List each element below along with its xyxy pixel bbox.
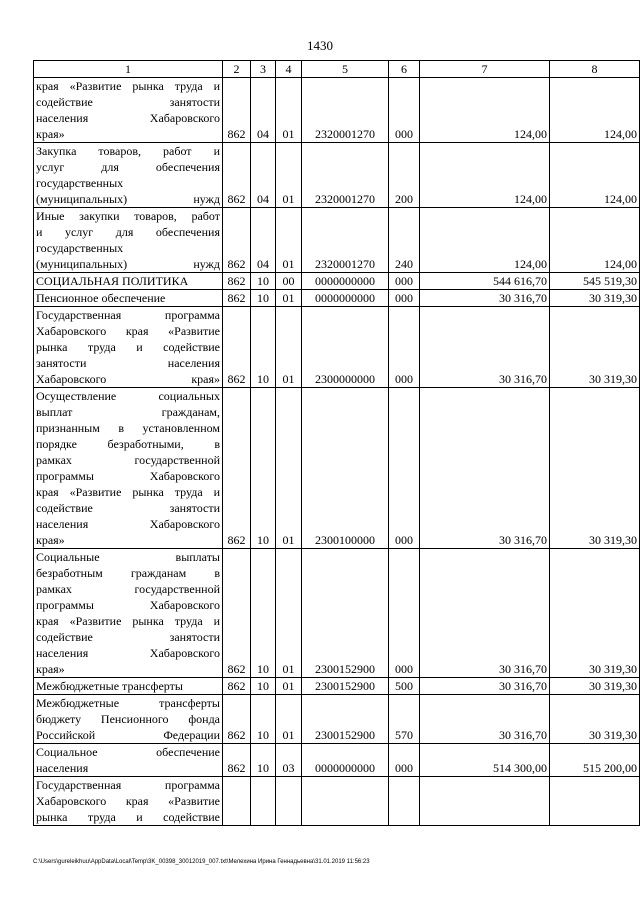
- section-code: 10: [251, 388, 276, 549]
- ministry-code: 862: [223, 307, 251, 388]
- target-article-code: 2300000000: [302, 307, 389, 388]
- row-description: Межбюджетные трансферты бюджету Пенсионного фонда Российской Федерации: [34, 695, 223, 744]
- target-article-code: 2300152900: [302, 678, 389, 695]
- table-row: [34, 744, 640, 777]
- ministry-code: 862: [223, 695, 251, 744]
- row-description: Социальное обеспечение населения: [34, 744, 223, 777]
- table-row: [34, 777, 640, 826]
- section-code: 04: [251, 78, 276, 143]
- ministry-code: 862: [223, 678, 251, 695]
- amount-col8: 124,00: [550, 208, 640, 273]
- table-row: [34, 549, 640, 678]
- expense-type-code: 570: [389, 695, 420, 744]
- amount-col8: 30 319,30: [550, 290, 640, 307]
- amount-col7: 30 316,70: [420, 678, 550, 695]
- target-article-code: 2320001270: [302, 78, 389, 143]
- table-row: [34, 388, 640, 549]
- section-code: 04: [251, 143, 276, 208]
- section-code: 10: [251, 273, 276, 290]
- ministry-code: 862: [223, 744, 251, 777]
- subsection-code: 01: [276, 78, 302, 143]
- table-row: [34, 78, 640, 143]
- subsection-code: 01: [276, 678, 302, 695]
- table-row: [34, 273, 640, 290]
- table-row: [34, 695, 640, 744]
- target-article-code: 2320001270: [302, 208, 389, 273]
- row-description: СОЦИАЛЬНАЯ ПОЛИТИКА: [34, 273, 223, 290]
- amount-col7: [420, 777, 550, 826]
- row-description: Государственная программа Хабаровского края «Развитие рынка труда и содействие: [34, 777, 223, 826]
- section-code: 10: [251, 307, 276, 388]
- row-description: края «Развитие рынка труда и содействие занятости населения Хабаровского края»: [34, 78, 223, 143]
- target-article-code: 2300152900: [302, 695, 389, 744]
- table-row: [34, 290, 640, 307]
- amount-col8: 30 319,30: [550, 388, 640, 549]
- amount-col8: 30 319,30: [550, 678, 640, 695]
- row-description: Государственная программа Хабаровского края «Развитие рынка труда и содействие занятости населения Хабаровского края»: [34, 307, 223, 388]
- target-article-code: [302, 777, 389, 826]
- subsection-code: 03: [276, 744, 302, 777]
- amount-col8: 124,00: [550, 78, 640, 143]
- amount-col8: 515 200,00: [550, 744, 640, 777]
- table-row: [34, 307, 640, 388]
- expense-type-code: 000: [389, 273, 420, 290]
- row-description: Пенсионное обеспечение: [34, 290, 223, 307]
- subsection-code: 01: [276, 388, 302, 549]
- amount-col7: 30 316,70: [420, 290, 550, 307]
- expense-type-code: [389, 777, 420, 826]
- row-description: Межбюджетные трансферты: [34, 678, 223, 695]
- amount-col8: 124,00: [550, 143, 640, 208]
- section-code: 10: [251, 695, 276, 744]
- table-header-row: [34, 61, 640, 78]
- ministry-code: 862: [223, 273, 251, 290]
- page-number: 1430: [307, 38, 333, 53]
- ministry-code: [223, 777, 251, 826]
- row-description: Социальные выплаты безработным гражданам в рамках государственной программы Хабаровского края «Развитие рынка труда и содействие занятости населения Хабаровского края»: [34, 549, 223, 678]
- amount-col7: 30 316,70: [420, 549, 550, 678]
- amount-col7: 124,00: [420, 143, 550, 208]
- subsection-code: 01: [276, 208, 302, 273]
- ministry-code: 862: [223, 143, 251, 208]
- ministry-code: 862: [223, 208, 251, 273]
- expense-type-code: 000: [389, 307, 420, 388]
- table-row: [34, 143, 640, 208]
- ministry-code: 862: [223, 388, 251, 549]
- amount-col8: [550, 777, 640, 826]
- expense-type-code: 000: [389, 388, 420, 549]
- section-code: 10: [251, 290, 276, 307]
- row-description: Закупка товаров, работ и услуг для обеспечения государственных (муниципальных) нужд: [34, 143, 223, 208]
- target-article-code: 2300100000: [302, 388, 389, 549]
- expense-type-code: 500: [389, 678, 420, 695]
- expense-type-code: 000: [389, 290, 420, 307]
- ministry-code: 862: [223, 78, 251, 143]
- section-code: 10: [251, 744, 276, 777]
- target-article-code: 0000000000: [302, 290, 389, 307]
- column-header: 1: [34, 61, 223, 78]
- subsection-code: 00: [276, 273, 302, 290]
- target-article-code: 0000000000: [302, 273, 389, 290]
- subsection-code: 01: [276, 307, 302, 388]
- amount-col7: 544 616,70: [420, 273, 550, 290]
- target-article-code: 2300152900: [302, 549, 389, 678]
- column-header: 4: [276, 61, 302, 78]
- amount-col8: 545 519,30: [550, 273, 640, 290]
- column-header: 7: [420, 61, 550, 78]
- target-article-code: 2320001270: [302, 143, 389, 208]
- row-description: Иные закупки товаров, работ и услуг для обеспечения государственных (муниципальных) нужд: [34, 208, 223, 273]
- column-header: 6: [389, 61, 420, 78]
- ministry-code: 862: [223, 549, 251, 678]
- file-path-footer: C:\Users\gureleikhuu\AppData\Local\Temp\3K_00398_30012019_007.txt\Мелехина Ирина Геннадьевна\31.01.2019 11:56:23: [33, 859, 370, 865]
- amount-col7: 30 316,70: [420, 695, 550, 744]
- table-row: [34, 678, 640, 695]
- column-header: 5: [302, 61, 389, 78]
- subsection-code: 01: [276, 549, 302, 678]
- row-description: Осуществление социальных выплат гражданам, признанным в установленном порядке безработными, в рамках государственной программы Хабаровского края «Развитие рынка труда и содействие занятости населения Хабаровского края»: [34, 388, 223, 549]
- budget-table: [33, 60, 640, 826]
- column-header: 2: [223, 61, 251, 78]
- expense-type-code: 000: [389, 744, 420, 777]
- expense-type-code: 000: [389, 78, 420, 143]
- section-code: [251, 777, 276, 826]
- amount-col7: 30 316,70: [420, 307, 550, 388]
- subsection-code: [276, 777, 302, 826]
- expense-type-code: 240: [389, 208, 420, 273]
- amount-col7: 124,00: [420, 78, 550, 143]
- column-header: 8: [550, 61, 640, 78]
- table-row: [34, 208, 640, 273]
- ministry-code: 862: [223, 290, 251, 307]
- amount-col7: 30 316,70: [420, 388, 550, 549]
- amount-col8: 30 319,30: [550, 307, 640, 388]
- amount-col8: 30 319,30: [550, 695, 640, 744]
- target-article-code: 0000000000: [302, 744, 389, 777]
- expense-type-code: 000: [389, 549, 420, 678]
- amount-col8: 30 319,30: [550, 549, 640, 678]
- subsection-code: 01: [276, 290, 302, 307]
- amount-col7: 514 300,00: [420, 744, 550, 777]
- subsection-code: 01: [276, 143, 302, 208]
- section-code: 10: [251, 678, 276, 695]
- column-header: 3: [251, 61, 276, 78]
- subsection-code: 01: [276, 695, 302, 744]
- amount-col7: 124,00: [420, 208, 550, 273]
- section-code: 04: [251, 208, 276, 273]
- expense-type-code: 200: [389, 143, 420, 208]
- section-code: 10: [251, 549, 276, 678]
